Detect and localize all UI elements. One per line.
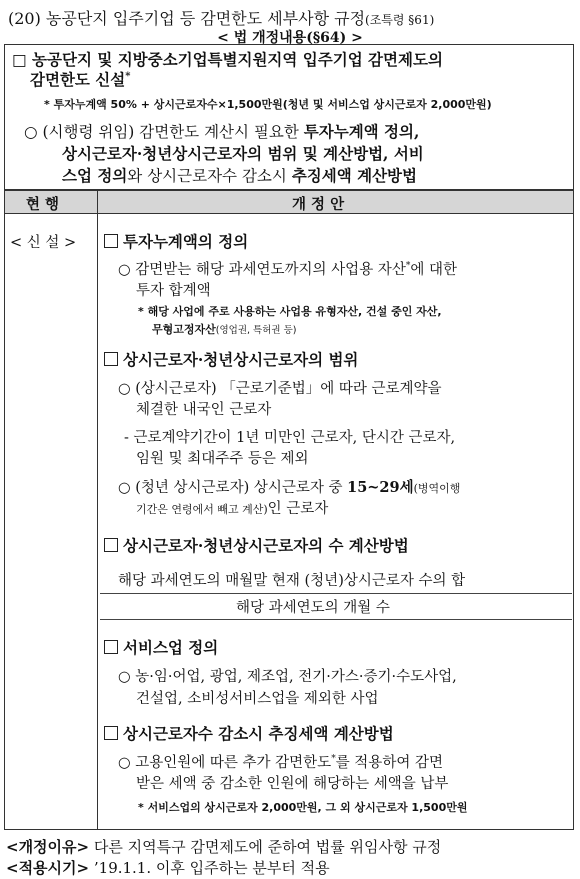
column-divider: [97, 191, 98, 829]
investment-bullet-text: ○ 감면받는 해당 과세연도까지의 사업용 자산: [118, 262, 406, 278]
summary-item2-line3-bold2: 추징세액 계산방법: [291, 166, 417, 185]
revision-reason: [6, 836, 441, 857]
effective-date-label: <적용시기>: [6, 859, 90, 877]
fraction-bottom-rule: [100, 619, 572, 620]
checkbox-icon: [104, 726, 118, 740]
title-reference: (조특령 §61): [365, 13, 435, 27]
summary-item2-line3-text: 와 상시근로자수 감소시: [127, 167, 292, 185]
section-investment-title: [104, 230, 248, 252]
column-header-proposed: 개 정 안: [292, 196, 345, 213]
section-employee-count-title: [104, 534, 409, 556]
investment-bullet-text-end: 에 대한: [410, 262, 457, 278]
section-employee-count-title-text: 상시근로자·청년상시근로자의 수 계산방법: [123, 536, 409, 555]
summary-item1-line2: [30, 68, 130, 90]
summary-item1-mark: *: [125, 70, 131, 82]
investment-note-line2: [152, 321, 296, 337]
recapture-bullet-line2: 받은 세액 중 감소한 인원에 해당하는 세액을 납부: [136, 776, 449, 792]
recapture-bullet-line1: [118, 751, 443, 772]
employee-bullet1-line2: 체결한 내국인 근로자: [136, 402, 272, 418]
summary-item2-line1-text: ○ (시행령 위임) 감면한도 계산시 필요한: [24, 123, 304, 141]
title-text: (20) 농공단지 입주기업 등 감면한도 세부사항 규정: [8, 9, 366, 28]
checkbox-icon: [104, 640, 118, 654]
section-recapture-title: [104, 722, 394, 744]
checkbox-icon: [104, 352, 118, 366]
summary-item1-note: * 투자누계액 50% + 상시근로자수×1,500만원(청년 및 서비스업 상시근로자 2,000만원): [44, 98, 492, 111]
new-label: < 신 설 >: [10, 235, 77, 251]
summary-item2-line2: 상시근로자·청년상시근로자의 범위 및 계산방법, 서비: [62, 144, 424, 163]
section-employee-scope-title-text: 상시근로자·청년상시근로자의 범위: [123, 350, 359, 369]
investment-note-line1: * 해당 사업에 주로 사용하는 사업용 유형자산, 건설 중인 자산,: [138, 305, 442, 318]
service-bullet-line2: 건설업, 소비성서비스업을 제외한 사업: [136, 691, 379, 707]
checkbox-icon: [104, 234, 118, 248]
employee-bullet1-line1: ○ (상시근로자) 「근로기준법」에 따라 근로계약을: [118, 381, 442, 397]
investment-bullet-line1: [118, 258, 457, 279]
recapture-bullet-text-b: 를 적용하여 감면: [335, 755, 443, 771]
page-title: [8, 6, 434, 29]
summary-item1-line2-text: 감면한도 신설: [30, 70, 126, 89]
investment-bullet-line2: 투자 합계액: [136, 283, 211, 299]
section-service-title-text: 서비스업 정의: [123, 638, 219, 657]
summary-item1-line1: □ 농공단지 및 지방중소기업특별지원지역 입주기업 감면제도의: [12, 50, 443, 69]
employee-dash-line2: 임원 및 최대주주 등은 제외: [136, 451, 309, 467]
summary-item2-line1-bold: 투자누계액 정의,: [303, 122, 420, 141]
service-bullet-line1: ○ 농·임·어업, 광업, 제조업, 전기·가스·증기·수도사업,: [118, 669, 457, 685]
summary-item2-line1: [24, 120, 419, 142]
effective-date-text: ’19.1.1. 이후 입주하는 분부터 적용: [89, 859, 330, 877]
employee-bullet2-line2: [136, 497, 328, 518]
employee-bullet2-end: 인 근로자: [267, 501, 329, 517]
checkbox-icon: [104, 538, 118, 552]
recapture-bullet-mark: *: [331, 754, 336, 765]
section-service-title: [104, 636, 218, 658]
employee-bullet2-paren: (병역이행: [413, 482, 461, 495]
employee-bullet2-small: 기간은 연령에서 빼고 계산): [136, 503, 268, 516]
fraction-denominator: 해당 과세연도의 개월 수: [236, 600, 390, 616]
employee-dash-line1: - 근로계약기간이 1년 미만인 근로자, 단시간 근로자,: [124, 430, 456, 446]
section-employee-scope-title: [104, 348, 358, 370]
summary-item2-line3: [62, 164, 417, 186]
fraction-numerator: 해당 과세연도의 매월말 현재 (청년)상시근로자 수의 합: [118, 573, 466, 589]
section-recapture-title-text: 상시근로자수 감소시 추징세액 계산방법: [123, 724, 394, 743]
revision-reason-text: 다른 지역특구 감면제도에 준하여 법률 위임사항 규정: [89, 838, 442, 856]
summary-item2-line3-bold: 스업 정의: [62, 166, 128, 185]
effective-date: [6, 857, 330, 878]
subtitle: < 법 개정내용(§64) >: [217, 30, 363, 46]
recapture-bullet-text: ○ 고용인원에 따른 추가 감면한도: [118, 755, 332, 771]
section-investment-title-text: 투자누계액의 정의: [123, 232, 249, 251]
investment-note-text: 무형고정자산: [152, 323, 216, 336]
revision-reason-label: <개정이유>: [6, 838, 90, 856]
fraction-bar: [100, 593, 572, 594]
employee-bullet2-age: 15~29세: [347, 479, 414, 496]
investment-bullet-mark: *: [405, 261, 411, 272]
employee-bullet2-line1: [118, 476, 460, 497]
employee-bullet2-text: ○ (청년 상시근로자) 상시근로자 중: [118, 480, 348, 496]
table-header-row: [5, 191, 573, 214]
investment-note-small: (영업권, 특허권 등): [215, 325, 297, 336]
recapture-note: * 서비스업의 상시근로자 2,000만원, 그 외 상시근로자 1,500만원: [138, 801, 468, 814]
column-header-current: 현 행: [26, 196, 60, 213]
